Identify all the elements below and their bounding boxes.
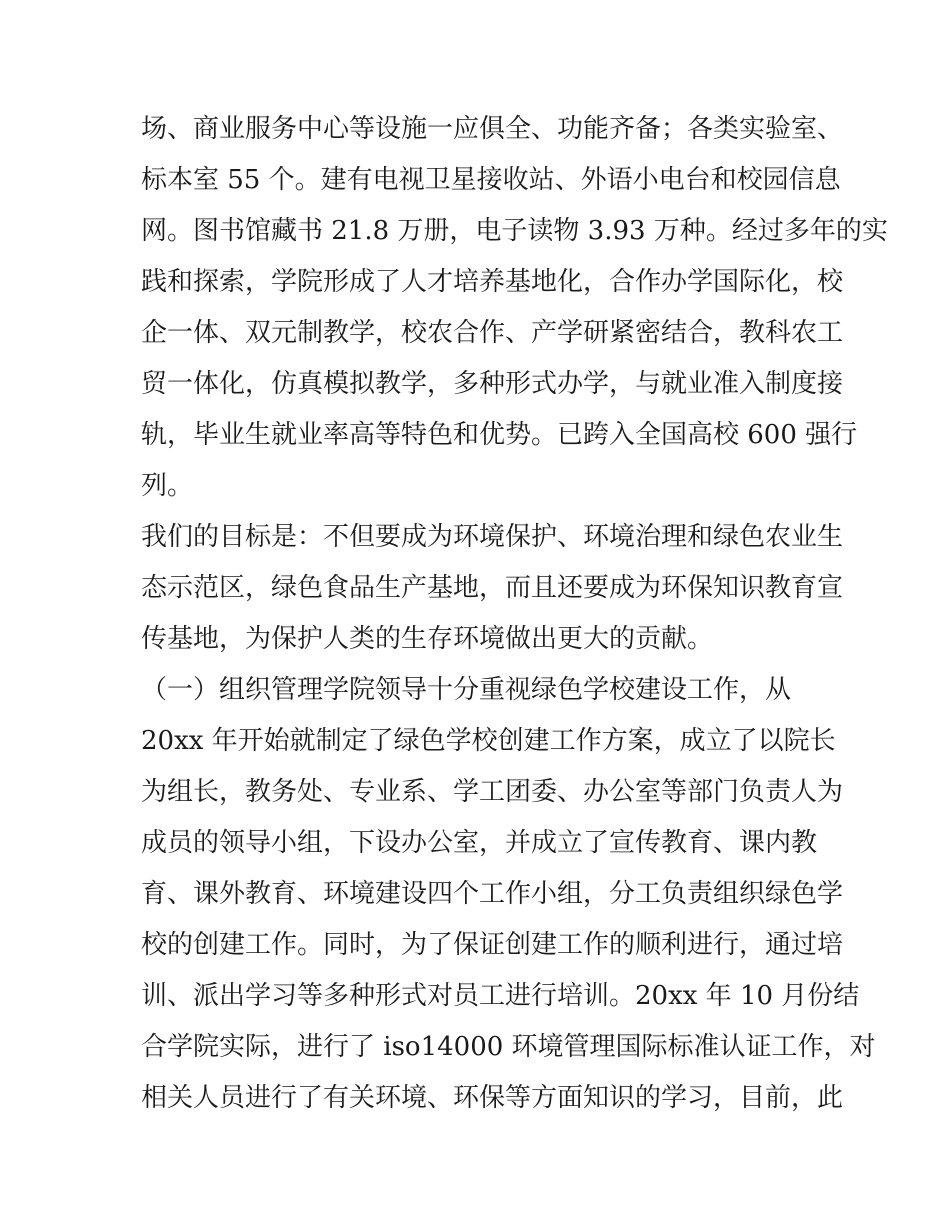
text-line: 育、课外教育、环境建设四个工作小组，分工负责组织绿色学 <box>141 879 844 909</box>
text-line: 贸一体化，仿真模拟教学，多种形式办学，与就业准入制度接 <box>141 369 844 399</box>
text-line: 态示范区，绿色食品生产基地，而且还要成为环保知识教育宣 <box>141 573 844 603</box>
text-line: 为组长，教务处、专业系、学工团委、办公室等部门负责人为 <box>141 777 844 807</box>
text-line: 20xx 年开始就制定了绿色学校创建工作方案，成立了以院长 <box>141 726 836 756</box>
text-line: 训、派出学习等多种形式对员工进行培训。20xx 年 10 月份结 <box>141 981 860 1011</box>
text-line: 校的创建工作。同时，为了保证创建工作的顺利进行，通过培 <box>141 930 844 960</box>
text-line: 传基地，为保护人类的生存环境做出更大的贡献。 <box>141 624 714 654</box>
text-line: 合学院实际，进行了 iso14000 环境管理国际标准认证工作，对 <box>141 1032 876 1062</box>
text-line: 轨，毕业生就业率高等特色和优势。已跨入全国高校 600 强行 <box>141 420 858 450</box>
text-line: 列。 <box>141 471 194 501</box>
text-line: 成员的领导小组，下设办公室，并成立了宣传教育、课内教 <box>141 828 818 858</box>
text-line: 标本室 55 个。建有电视卫星接收站、外语小电台和校园信息 <box>141 165 841 195</box>
document-body <box>141 104 888 1124</box>
text-line: 场、商业服务中心等设施一应俱全、功能齐备；各类实验室、 <box>141 114 844 144</box>
text-line: 企一体、双元制教学，校农合作、产学研紧密结合，教科农工 <box>141 318 844 348</box>
text-line: 网。图书馆藏书 21.8 万册，电子读物 3.93 万种。经过多年的实 <box>141 216 888 246</box>
text-line: （一）组织管理学院领导十分重视绿色学校建设工作，从 <box>141 675 792 705</box>
text-line: 践和探索，学院形成了人才培养基地化，合作办学国际化，校 <box>141 267 844 297</box>
text-line: 相关人员进行了有关环境、环保等方面知识的学习，目前，此 <box>141 1083 844 1113</box>
text-line: 我们的目标是：不但要成为环境保护、环境治理和绿色农业生 <box>141 522 844 552</box>
